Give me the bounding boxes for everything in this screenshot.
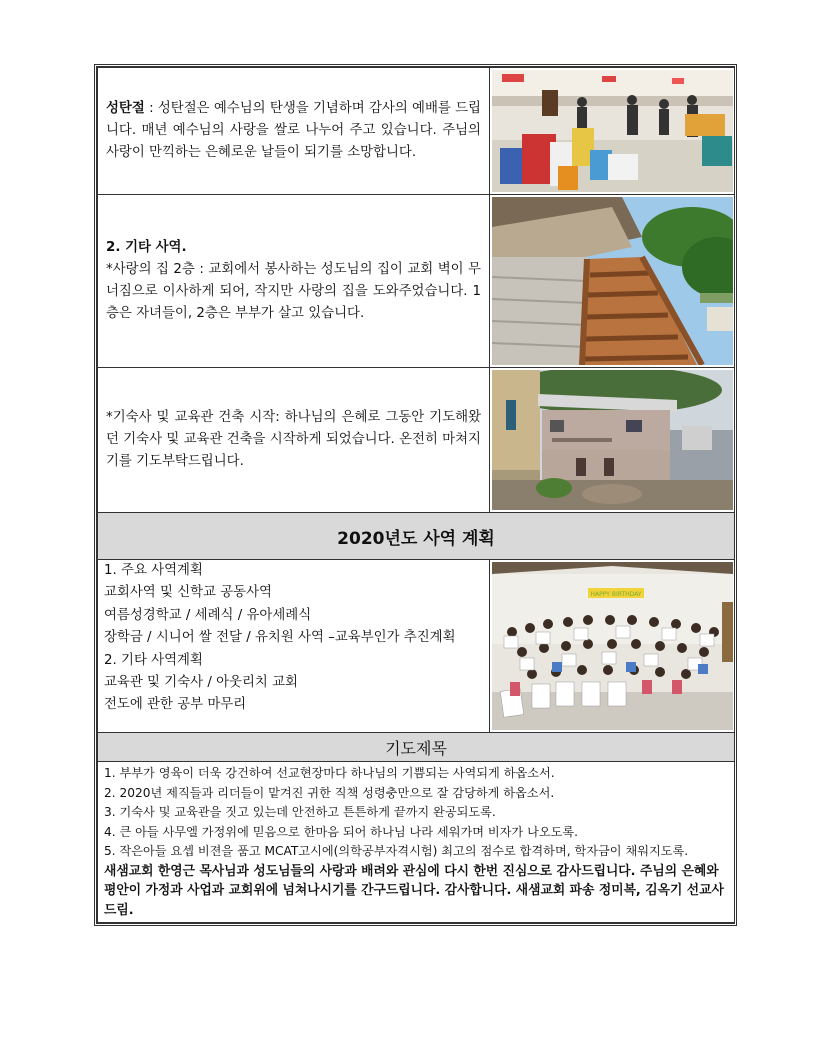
prayer-item: 4. 큰 아들 사무엘 가정위에 믿음으로 한마음 되어 하나님 나라 세워가며 비자가 나오도록. (104, 824, 579, 839)
plan-line: 장학금 / 시니어 쌀 전달 / 유치원 사역 –교육부인가 추진계획 (104, 630, 456, 646)
other-ministry-body: *사랑의 집 2층 : 교회에서 봉사하는 성도님의 집이 교회 벽이 무너짐으로 이사하게 되어, 작지만 사랑의 집을 도와주었습니다. 1층은 자녀들이, 2층은 부부가 살고 있습니다. (106, 262, 481, 321)
prayer-item: 3. 기숙사 및 교육관을 짓고 있는데 안전하고 튼튼하게 끝까지 완공되도록. (104, 805, 496, 819)
plan-list (98, 560, 489, 717)
group-photo (492, 562, 733, 730)
christmas-row (98, 68, 735, 195)
christmas-photo (492, 70, 733, 192)
newsletter-frame (94, 64, 737, 926)
love-house-photo (492, 197, 733, 365)
prayer-item: 1. 부부가 영육이 더욱 강건하여 선교현장마다 하나님의 기쁨되는 사역되게 하옵소서. (104, 766, 555, 780)
dormitory-construction-photo (492, 370, 733, 510)
dormitory-text: *기숙사 및 교육관 건축 시작: 하나님의 은혜로 그동안 기도해왔던 기숙사 및 교육관 건축을 시작하게 되었습니다. 온전히 마쳐지기를 기도부탁드립니다. (106, 410, 481, 469)
christmas-text (98, 94, 489, 168)
other-ministry-text (98, 233, 489, 329)
other-ministry-title: 2. 기타 사역. (106, 240, 187, 255)
ministry-table (97, 67, 735, 923)
prayer-heading: 기도제목 (98, 733, 735, 762)
prayer-heading-row (98, 733, 735, 762)
plan-line: 전도에 관한 공부 마무리 (104, 697, 247, 713)
prayer-item: 2. 2020년 제직들과 리더들이 맡겨진 귀한 직책 성령충만으로 잘 감당하게 하옵소서. (104, 785, 555, 800)
plan-line: 교회사역 및 신학교 공동사역 (104, 585, 272, 601)
dormitory-row (98, 368, 735, 513)
plan-line: 여름성경학교 / 세례식 / 유아세례식 (104, 607, 312, 623)
christmas-title: 성탄절 (106, 101, 145, 116)
plan-heading-row (98, 513, 735, 560)
plan-line: 1. 주요 사역계획 (104, 563, 203, 578)
prayer-row (98, 762, 735, 923)
closing-message: 새샘교회 한영근 목사님과 성도님들의 사랑과 배려와 관심에 다시 한번 진심으로 감사드립니다. 주님의 은혜와 평안이 가정과 사업과 교회위에 넘쳐나시기를 간구드립니다. 감사합니다. 새샘교회 파송 정미복, 김옥기 선교사 드림. (104, 863, 724, 918)
plan-row (98, 560, 735, 733)
plan-line: 교육관 및 기숙사 / 아웃리치 교회 (104, 675, 298, 691)
newsletter-page (94, 64, 737, 926)
plan-heading: 2020년도 사역 계획 (98, 513, 735, 560)
plan-line: 2. 기타 사역계획 (104, 652, 203, 668)
prayer-list (98, 762, 734, 922)
birthday-banner: HAPPY BIRTHDAY (590, 591, 642, 598)
prayer-item: 5. 작은아들 요셉 비젼을 품고 MCAT고시에(의학공부자격시험) 최고의 점수로 합격하며, 학자금이 채워지도록. (104, 844, 689, 858)
other-ministry-row (98, 195, 735, 368)
christmas-body: : 성탄절은 예수님의 탄생을 기념하며 감사의 예배를 드립니다. 매년 예수님의 사랑을 쌀로 나누어 주고 있습니다. 주님의 사랑이 만끽하는 은혜로운 날들이 되기를 소망합니다. (106, 101, 481, 160)
